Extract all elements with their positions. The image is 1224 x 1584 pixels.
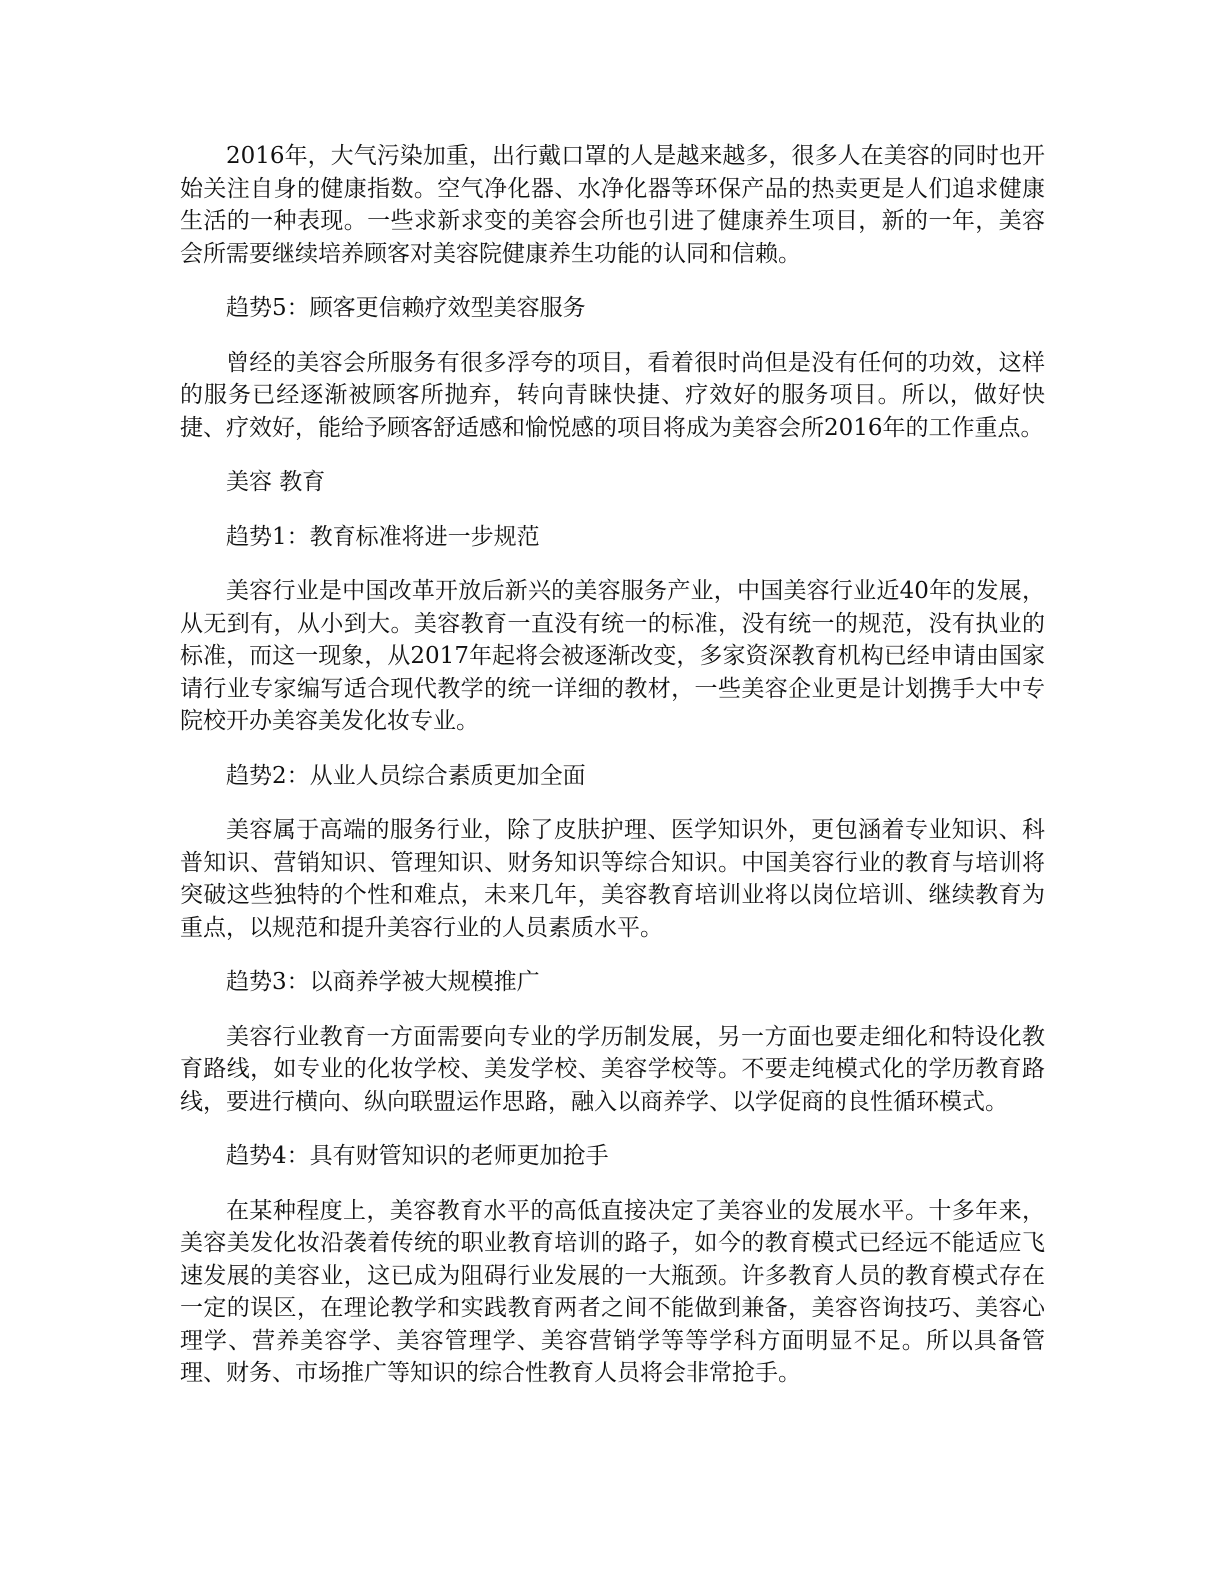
heading-trend-3: 趋势3：以商养学被大规模推广	[226, 969, 540, 995]
heading-trend-1: 趋势1：教育标准将进一步规范	[226, 523, 540, 550]
heading-trend-4: 趋势4：具有财管知识的老师更加抢手	[226, 1143, 609, 1169]
document-page	[180, 140, 1045, 1412]
heading-trend-5: 趋势5：顾客更信赖疗效型美容服务	[226, 295, 586, 321]
heading-trend-2: 趋势2：从业人员综合素质更加全面	[226, 762, 586, 789]
paragraph-business-supported-learning: 美容行业教育一方面需要向专业的学历制发展，另一方面也要走细化和特设化教育路线，如专业的化妆学校、美发学校、美容学校等。不要走纯模式化的学历教育路线，要进行横向、纵向联盟运作思路，融入以商养学、以学促商的良性循环模式。	[180, 1023, 1045, 1115]
paragraph-effective-services: 曾经的美容会所服务有很多浮夸的项目，看着很时尚但是没有任何的功效，这样的服务已经逐渐被顾客所抛弃，转向青睐快捷、疗效好的服务项目。所以，做好快捷、疗效好，能给予顾客舒适感和愉悦感的项目将成为美容会所2016年的工作重点。	[180, 349, 1045, 441]
paragraph-air-pollution: 2016年，大气污染加重，出行戴口罩的人是越来越多，很多人在美容的同时也开始关注自身的健康指数。空气净化器、水净化器等环保产品的热卖更是人们追求健康生活的一种表现。一些求新求变的美容会所也引进了健康养生项目，新的一年，美容会所需要继续培养顾客对美容院健康养生功能的认同和信赖。	[180, 143, 1045, 267]
paragraph-finance-teachers: 在某种程度上，美容教育水平的高低直接决定了美容业的发展水平。十多年来，美容美发化妆沿袭着传统的职业教育培训的路子，如今的教育模式已经远不能适应飞速发展的美容业，这已成为阻碍行业发展的一大瓶颈。许多教育人员的教育模式存在一定的误区，在理论教学和实践教育两者之间不能做到兼备，美容咨询技巧、美容心理学、营养美容学、美容管理学、美容营销学等等学科方面明显不足。所以具备管理、财务、市场推广等知识的综合性教育人员将会非常抢手。	[180, 1197, 1045, 1386]
paragraph-staff-quality: 美容属于高端的服务行业，除了皮肤护理、医学知识外，更包涵着专业知识、科普知识、营销知识、管理知识、财务知识等综合知识。中国美容行业的教育与培训将突破这些独特的个性和难点，未来几年，美容教育培训业将以岗位培训、继续教育为重点，以规范和提升美容行业的人员素质水平。	[180, 817, 1045, 941]
paragraph-education-standards: 美容行业是中国改革开放后新兴的美容服务产业，中国美容行业近40年的发展，从无到有，从小到大。美容教育一直没有统一的标准，没有统一的规范，没有执业的标准，而这一现象，从2017年起将会被逐渐改变，多家资深教育机构已经申请由国家请行业专家编写适合现代教学的统一详细的教材，一些美容企业更是计划携手大中专院校开办美容美发化妆专业。	[180, 578, 1045, 734]
section-title-beauty-education: 美容 教育	[226, 469, 326, 495]
